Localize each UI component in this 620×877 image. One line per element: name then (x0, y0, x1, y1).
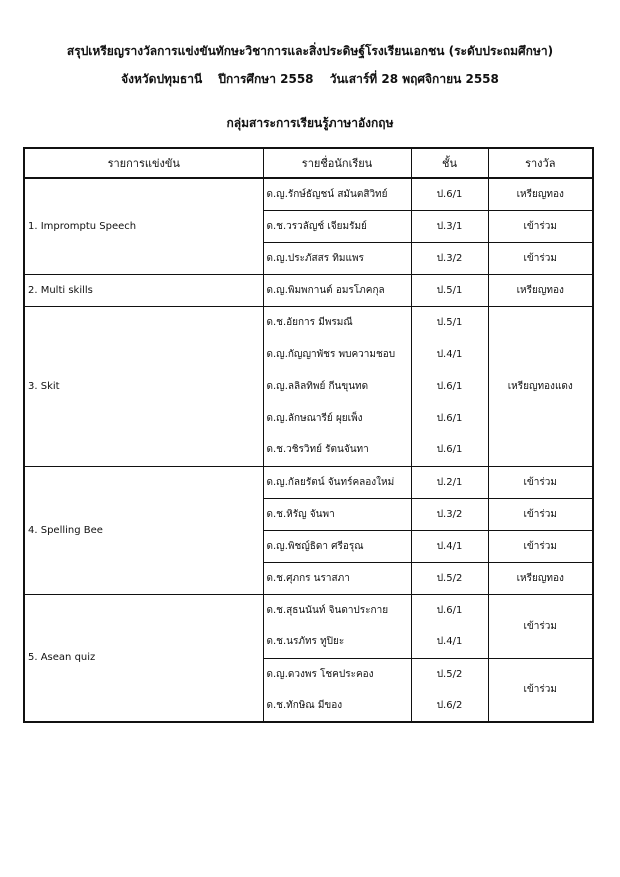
table-row (24, 274, 593, 306)
award-cell: เข้าร่วม (488, 466, 593, 498)
level-cell: ป.4/1 (411, 626, 488, 658)
award-cell: เข้าร่วม (488, 530, 593, 562)
student-cell: ด.ญ.ลลิลทิพย์ กีนขุนทด (263, 370, 411, 402)
results-table (23, 147, 594, 723)
level-cell: ป.4/1 (411, 530, 488, 562)
table-header-row (24, 148, 593, 178)
level-cell: ป.5/2 (411, 562, 488, 594)
student-cell: ด.ช.อัยการ มีพรมณี (263, 306, 411, 338)
level-cell: ป.5/2 (411, 658, 488, 690)
competition-cell: 5. Asean quiz (24, 594, 263, 722)
level-cell: ป.5/1 (411, 274, 488, 306)
table-row (24, 466, 593, 498)
award-cell: เหรียญทอง (488, 178, 593, 210)
student-cell: ด.ญ.พิชญ์ธิดา ศรีอรุณ (263, 530, 411, 562)
award-cell: เข้าร่วม (488, 498, 593, 530)
column-header-award: รางวัล (488, 148, 593, 178)
student-cell: ด.ช.ศุภกร นราสภา (263, 562, 411, 594)
student-cell: ด.ญ.กัญญาพัชร พบความชอบ (263, 338, 411, 370)
student-cell: ด.ญ.ประภัสสร ทิมแพร (263, 242, 411, 274)
level-cell: ป.4/1 (411, 338, 488, 370)
competition-cell: 2. Multi skills (24, 274, 263, 306)
award-cell: เข้าร่วม (488, 210, 593, 242)
award-cell: เข้าร่วม (488, 594, 593, 658)
column-header-student: รายชื่อนักเรียน (263, 148, 411, 178)
level-cell: ป.3/1 (411, 210, 488, 242)
student-cell: ด.ญ.ดวงพร โชคประคอง (263, 658, 411, 690)
award-cell: เหรียญทอง (488, 274, 593, 306)
level-cell: ป.6/1 (411, 178, 488, 210)
subject-group-title: กลุ่มสาระการเรียนรู้ภาษาอังกฤษ (226, 116, 394, 130)
level-cell: ป.6/1 (411, 370, 488, 402)
province-label: จังหวัดปทุมธานี (121, 72, 203, 86)
competition-cell: 4. Spelling Bee (24, 466, 263, 594)
student-cell: ด.ช.ทักษิณ มีของ (263, 690, 411, 722)
student-cell: ด.ญ.พิมพกานต์ อมรโภคกุล (263, 274, 411, 306)
award-cell: เข้าร่วม (488, 658, 593, 722)
award-cell: เข้าร่วม (488, 242, 593, 274)
event-date-label: วันเสาร์ที่ 28 พฤศจิกายน 2558 (329, 72, 499, 86)
document-subtitle (0, 70, 620, 89)
table-row (24, 306, 593, 338)
column-header-competition: รายการแข่งขัน (24, 148, 263, 178)
student-cell: ด.ญ.กัลยรัตน์ จันทร์คลองใหม่ (263, 466, 411, 498)
table-row (24, 178, 593, 210)
level-cell: ป.6/2 (411, 690, 488, 722)
competition-cell: 1. Impromptu Speech (24, 178, 263, 274)
document-title: สรุปเหรียญรางวัลการแข่งขันทักษะวิชาการและสิ่งประดิษฐ์โรงเรียนเอกชน (ระดับประถมศึกษา) (66, 44, 554, 58)
award-cell: เหรียญทอง (488, 562, 593, 594)
level-cell: ป.5/1 (411, 306, 488, 338)
table-row (24, 594, 593, 626)
level-cell: ป.3/2 (411, 498, 488, 530)
student-cell: ด.ญ.ลักษณารีย์ ผุยเพ็ง (263, 402, 411, 434)
student-cell: ด.ช.วชิรวิทย์ รัตนจันทา (263, 434, 411, 466)
level-cell: ป.6/1 (411, 594, 488, 626)
level-cell: ป.6/1 (411, 402, 488, 434)
award-cell: เหรียญทองแดง (488, 306, 593, 466)
student-cell: ด.ช.นรภัทร ทูปิยะ (263, 626, 411, 658)
academic-year-label: ปีการศึกษา 2558 (218, 72, 314, 86)
student-cell: ด.ญ.รักษ์ธัญชน์ สมันตสิวิทย์ (263, 178, 411, 210)
student-cell: ด.ช.หิรัญ จันพา (263, 498, 411, 530)
level-cell: ป.6/1 (411, 434, 488, 466)
competition-cell: 3. Skit (24, 306, 263, 466)
column-header-level: ชั้น (411, 148, 488, 178)
student-cell: ด.ช.สุธนนันท์ จินดาประกาย (263, 594, 411, 626)
student-cell: ด.ช.วรวลัญช์ เจียมรัมย์ (263, 210, 411, 242)
level-cell: ป.3/2 (411, 242, 488, 274)
level-cell: ป.2/1 (411, 466, 488, 498)
